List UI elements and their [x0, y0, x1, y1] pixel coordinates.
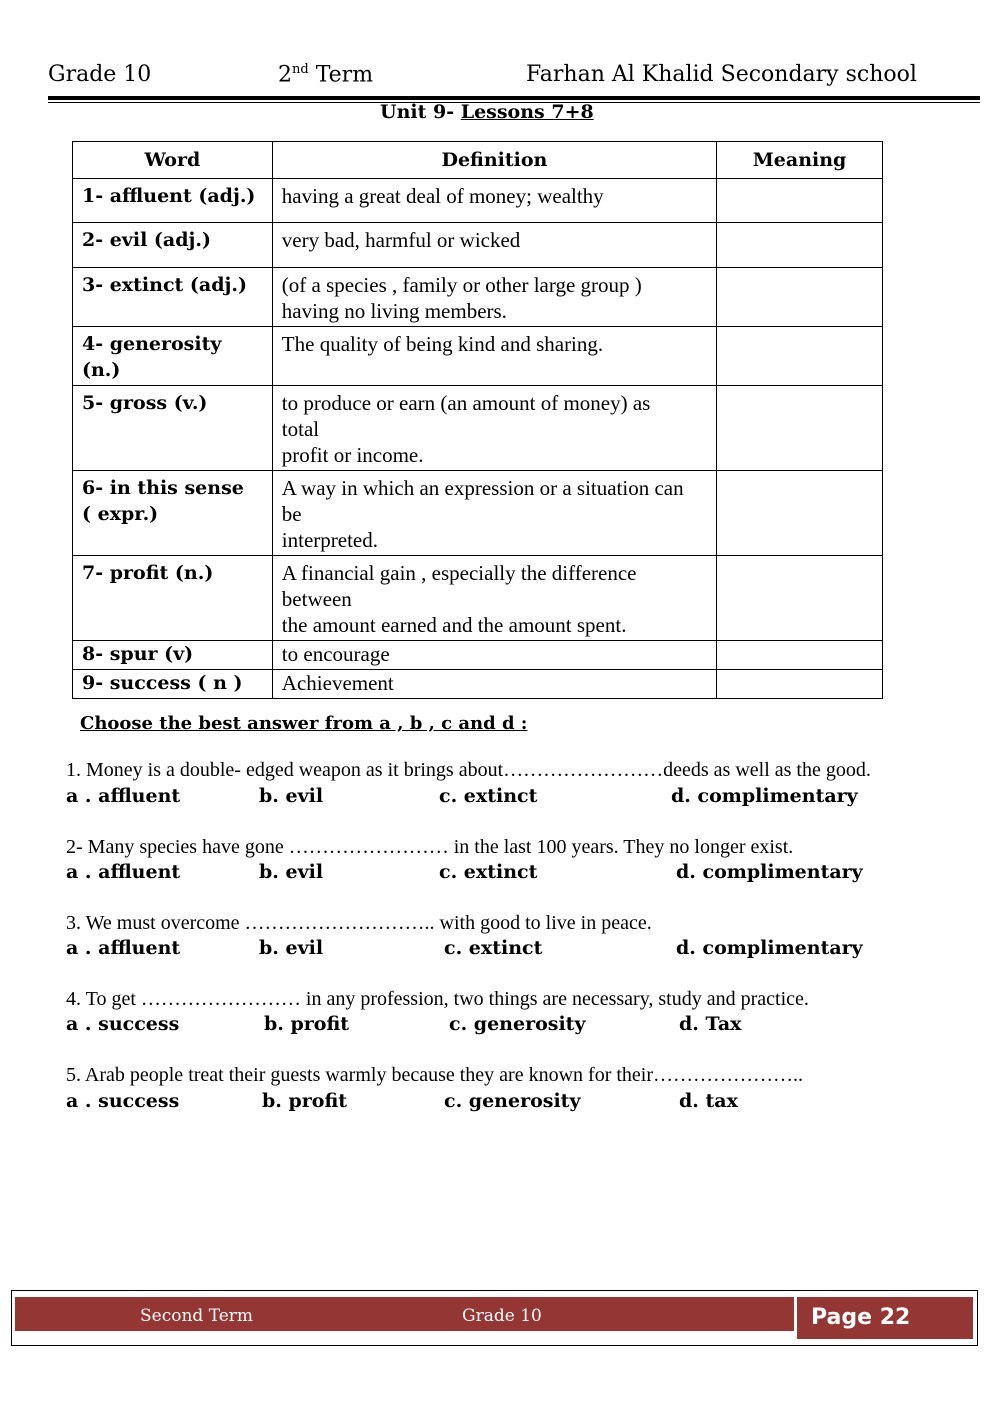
definition-cell [272, 179, 716, 223]
question-text: 4. To get …………………… in any profession, two things are necessary, study and practice. [66, 988, 809, 1010]
question-text: 1. Money is a double- edged weapon as it brings about……………………deeds as well as the good. [66, 759, 871, 781]
meaning-cell[interactable] [717, 179, 883, 223]
definition-line: be [281, 502, 302, 526]
answer-option-d[interactable]: d. Tax [679, 1013, 742, 1035]
definition-cell [272, 223, 716, 268]
header-grade: Grade 10 [48, 62, 152, 87]
header-meaning: Meaning [717, 142, 883, 179]
footer-term: Second Term [140, 1306, 254, 1326]
answer-option-b[interactable]: b. evil [259, 785, 324, 807]
answer-option-b[interactable]: b. evil [259, 861, 324, 883]
table-row [73, 670, 883, 699]
definition-cell [272, 268, 716, 327]
footer-page-number: Page 22 [811, 1305, 911, 1330]
definition-cell [272, 327, 716, 386]
answer-option-c[interactable]: c. extinct [439, 785, 538, 807]
answer-option-d[interactable]: d. complimentary [671, 785, 858, 807]
definition-line: total [281, 417, 320, 441]
answer-option-a[interactable]: a . affluent [66, 861, 181, 883]
word-cell [73, 471, 273, 556]
answer-option-b[interactable]: b. profit [264, 1013, 350, 1035]
unit-prefix: Unit 9- [380, 101, 461, 123]
definition-cell [272, 471, 716, 556]
word-cell: 9- success ( n ) [73, 670, 273, 699]
table-row [73, 471, 883, 556]
answer-option-d[interactable]: d. complimentary [676, 937, 863, 959]
question-text: 2- Many species have gone …………………… in the last 100 years. They no longer exist. [66, 836, 794, 858]
definition-line: very bad, harmful or wicked [281, 228, 521, 252]
header-word: Word [73, 142, 273, 179]
definition-line: The quality of being kind and sharing. [281, 332, 604, 356]
header-term-suffix: nd [292, 62, 309, 77]
header-term-number: 2 [278, 62, 292, 88]
answer-option-c[interactable]: c. generosity [444, 1090, 581, 1112]
header-school: Farhan Al Khalid Secondary school [526, 62, 917, 87]
header-rule-thick [48, 96, 980, 100]
unit-title [380, 101, 594, 123]
answer-option-a[interactable]: a . affluent [66, 937, 181, 959]
footer-grade: Grade 10 [462, 1306, 542, 1326]
word-cell: 7- profit (n.) [73, 556, 273, 641]
word-cell: 4- generosity (n.) [73, 327, 273, 386]
meaning-cell[interactable] [717, 471, 883, 556]
answer-option-c[interactable]: c. extinct [444, 937, 543, 959]
definition-line: having a great deal of money; wealthy [281, 184, 604, 208]
meaning-cell[interactable] [717, 223, 883, 268]
answer-option-d[interactable]: d. complimentary [676, 861, 863, 883]
answer-option-d[interactable]: d. tax [679, 1090, 738, 1112]
word-line: ( expr.) [82, 503, 159, 525]
definition-line: the amount earned and the amount spent. [281, 613, 627, 637]
table-row [73, 386, 883, 471]
word-cell: 3- extinct (adj.) [73, 268, 273, 327]
word-cell: 1- affluent (adj.) [73, 179, 273, 223]
table-row [73, 641, 883, 670]
answer-option-b[interactable]: b. evil [259, 937, 324, 959]
definition-line: Achievement [281, 671, 394, 695]
definition-cell [272, 386, 716, 471]
header-term [278, 62, 373, 87]
meaning-cell[interactable] [717, 670, 883, 699]
meaning-cell[interactable] [717, 641, 883, 670]
answer-option-c[interactable]: c. generosity [449, 1013, 586, 1035]
meaning-cell[interactable] [717, 327, 883, 386]
unit-lessons: Lessons 7+8 [460, 101, 594, 123]
definition-line: profit or income. [281, 443, 424, 467]
answer-option-a[interactable]: a . success [66, 1090, 180, 1112]
vocabulary-table [72, 141, 883, 699]
definition-line: to encourage [281, 642, 390, 666]
definition-line: A way in which an expression or a situation can [281, 476, 684, 500]
table-row [73, 179, 883, 223]
table-row [73, 223, 883, 268]
word-cell: 2- evil (adj.) [73, 223, 273, 268]
answer-option-a[interactable]: a . affluent [66, 785, 181, 807]
instruction-heading: Choose the best answer from a , b , c and d : [80, 713, 528, 734]
definition-line: having no living members. [281, 299, 507, 323]
definition-line: (of a species , family or other large group ) [281, 273, 642, 297]
answer-option-c[interactable]: c. extinct [439, 861, 538, 883]
definition-line: to produce or earn (an amount of money) as [281, 391, 651, 415]
table-header-row [73, 142, 883, 179]
meaning-cell[interactable] [717, 386, 883, 471]
word-cell: 5- gross (v.) [73, 386, 273, 471]
header-definition: Definition [272, 142, 716, 179]
meaning-cell[interactable] [717, 268, 883, 327]
word-line: 6- in this sense [82, 477, 244, 499]
definition-cell [272, 670, 716, 699]
question-text: 3. We must overcome ……………………….. with good to live in peace. [66, 912, 652, 934]
word-cell: 8- spur (v) [73, 641, 273, 670]
header-term-word: Term [308, 62, 374, 88]
definition-line: A financial gain , especially the difference [281, 561, 637, 585]
table-row [73, 268, 883, 327]
definition-cell [272, 641, 716, 670]
definition-line: between [281, 587, 352, 611]
answer-option-a[interactable]: a . success [66, 1013, 180, 1035]
footer-bar [15, 1297, 794, 1331]
definition-cell [272, 556, 716, 641]
table-row [73, 556, 883, 641]
definition-line: interpreted. [281, 528, 378, 552]
question-text: 5. Arab people treat their guests warmly because they are known for their………………….. [66, 1064, 804, 1086]
table-row [73, 327, 883, 386]
answer-option-b[interactable]: b. profit [262, 1090, 348, 1112]
meaning-cell[interactable] [717, 556, 883, 641]
